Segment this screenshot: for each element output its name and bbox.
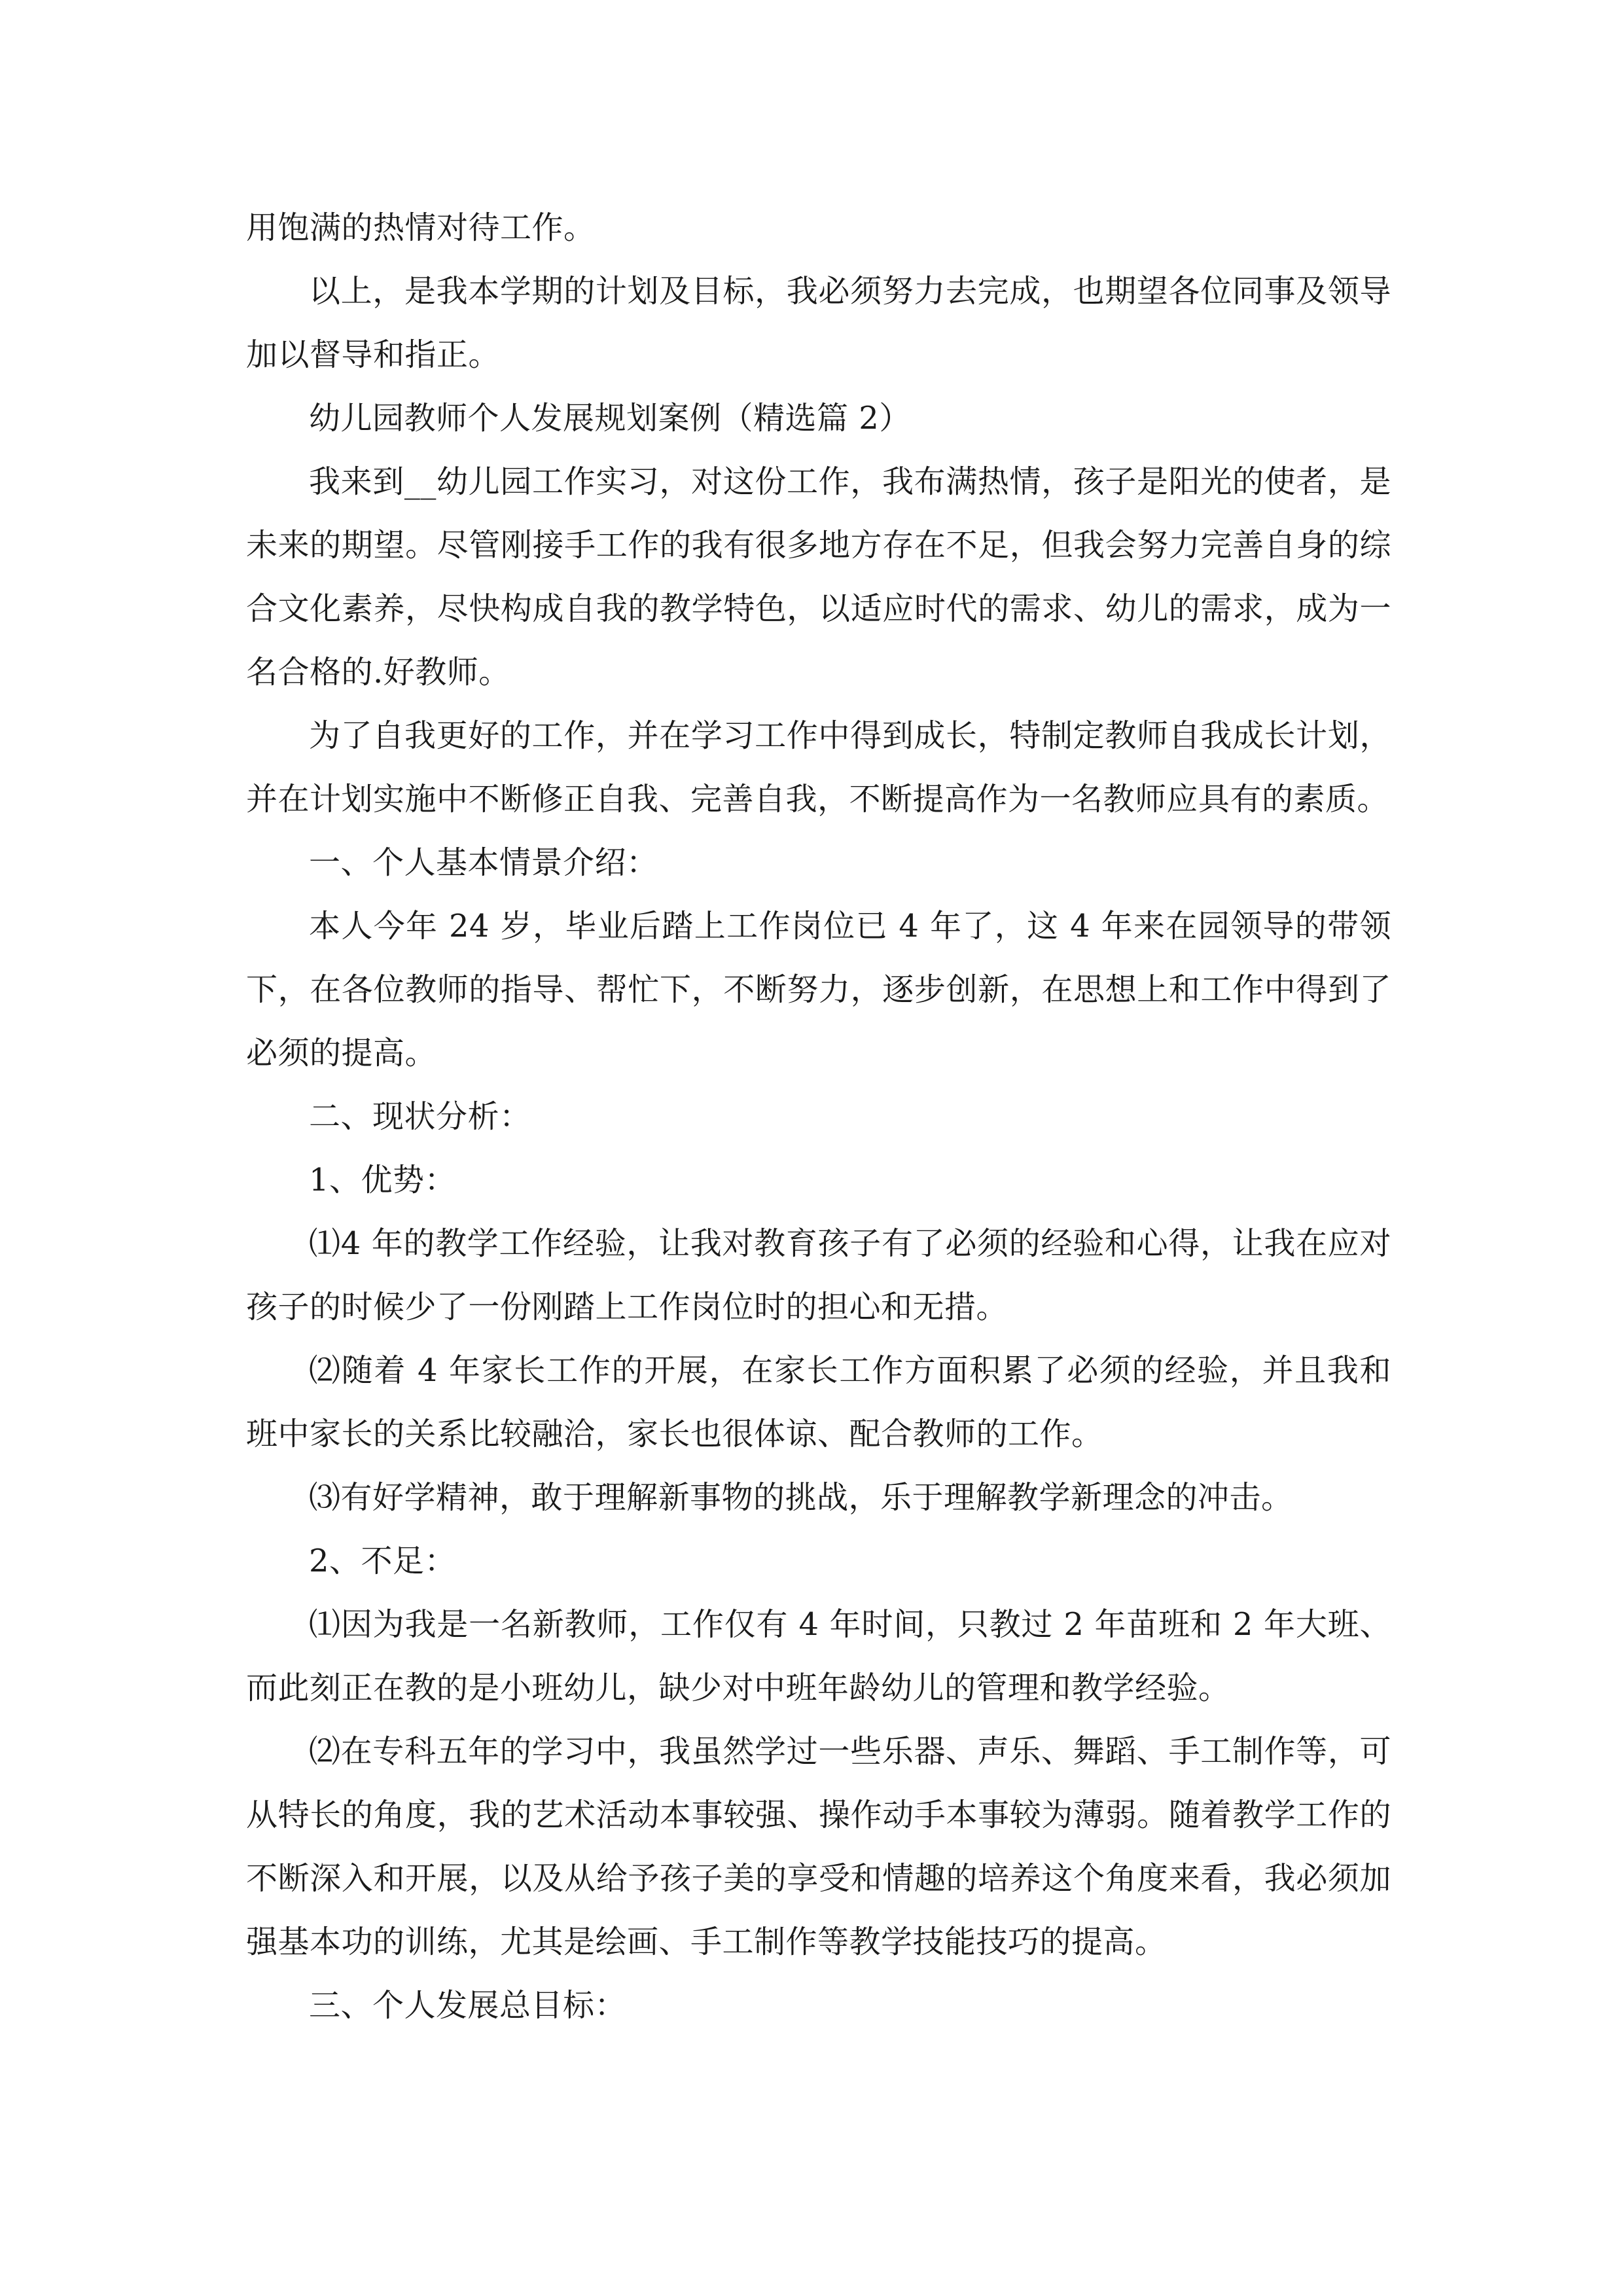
paragraph-purpose: 为了自我更好的工作，并在学习工作中得到成长，特制定教师自我成长计划，并在计划实施中不断修正自我、完善自我，不断提高作为一名教师应具有的素质。 [246, 717, 1391, 817]
section-title: 幼儿园教师个人发展规划案例（精选篇 2） [309, 400, 911, 437]
paragraph-continuation: 用饱满的热情对待工作。 [246, 209, 596, 246]
heading-basic-info: 一、个人基本情景介绍： [309, 844, 658, 881]
paragraph-intro: 我来到__幼儿园工作实习，对这份工作，我布满热情，孩子是阳光的使者，是未来的期望。尽管刚接手工作的我有很多地方存在不足，但我会努力完善自身的综合文化素养，尽快构成自我的教学特色，以适应时代的需求、幼儿的需求，成为一名合格的.好教师。 [246, 463, 1391, 691]
heading-overall-goal: 三、个人发展总目标： [309, 1987, 627, 2024]
subheading-strengths: 1、优势： [309, 1162, 457, 1198]
list-item-strength-3: ⑶有好学精神，敢于理解新事物的挑战，乐于理解教学新理念的冲击。 [309, 1479, 1293, 1516]
document-body [246, 196, 1391, 2037]
list-item-strength-2: ⑵随着 4 年家长工作的开展，在家长工作方面积累了必须的经验，并且我和班中家长的关系比较融洽，家长也很体谅、配合教师的工作。 [246, 1352, 1391, 1452]
list-item-weakness-1: ⑴因为我是一名新教师，工作仅有 4 年时间，只教过 2 年苗班和 2 年大班、而此刻正在教的是小班幼儿，缺少对中班年龄幼儿的管理和教学经验。 [246, 1606, 1391, 1706]
paragraph-closing: 以上，是我本学期的计划及目标，我必须努力去完成，也期望各位同事及领导加以督导和指正。 [246, 273, 1391, 373]
paragraph-basic-info: 本人今年 24 岁，毕业后踏上工作岗位已 4 年了，这 4 年来在园领导的带领下，在各位教师的指导、帮忙下，不断努力，逐步创新，在思想上和工作中得到了必须的提高。 [246, 908, 1391, 1071]
subheading-weaknesses: 2、不足： [309, 1543, 457, 1579]
list-item-strength-1: ⑴4 年的教学工作经验，让我对教育孩子有了必须的经验和心得，让我在应对孩子的时候少了一份刚踏上工作岗位时的担心和无措。 [246, 1225, 1391, 1325]
heading-status-analysis: 二、现状分析： [309, 1098, 531, 1135]
list-item-weakness-2: ⑵在专科五年的学习中，我虽然学过一些乐器、声乐、舞蹈、手工制作等，可从特长的角度，我的艺术活动本事较强、操作动手本事较为薄弱。随着教学工作的不断深入和开展，以及从给予孩子美的享受和情趣的培养这个角度来看，我必须加强基本功的训练，尤其是绘画、手工制作等教学技能技巧的提高。 [246, 1733, 1391, 1960]
